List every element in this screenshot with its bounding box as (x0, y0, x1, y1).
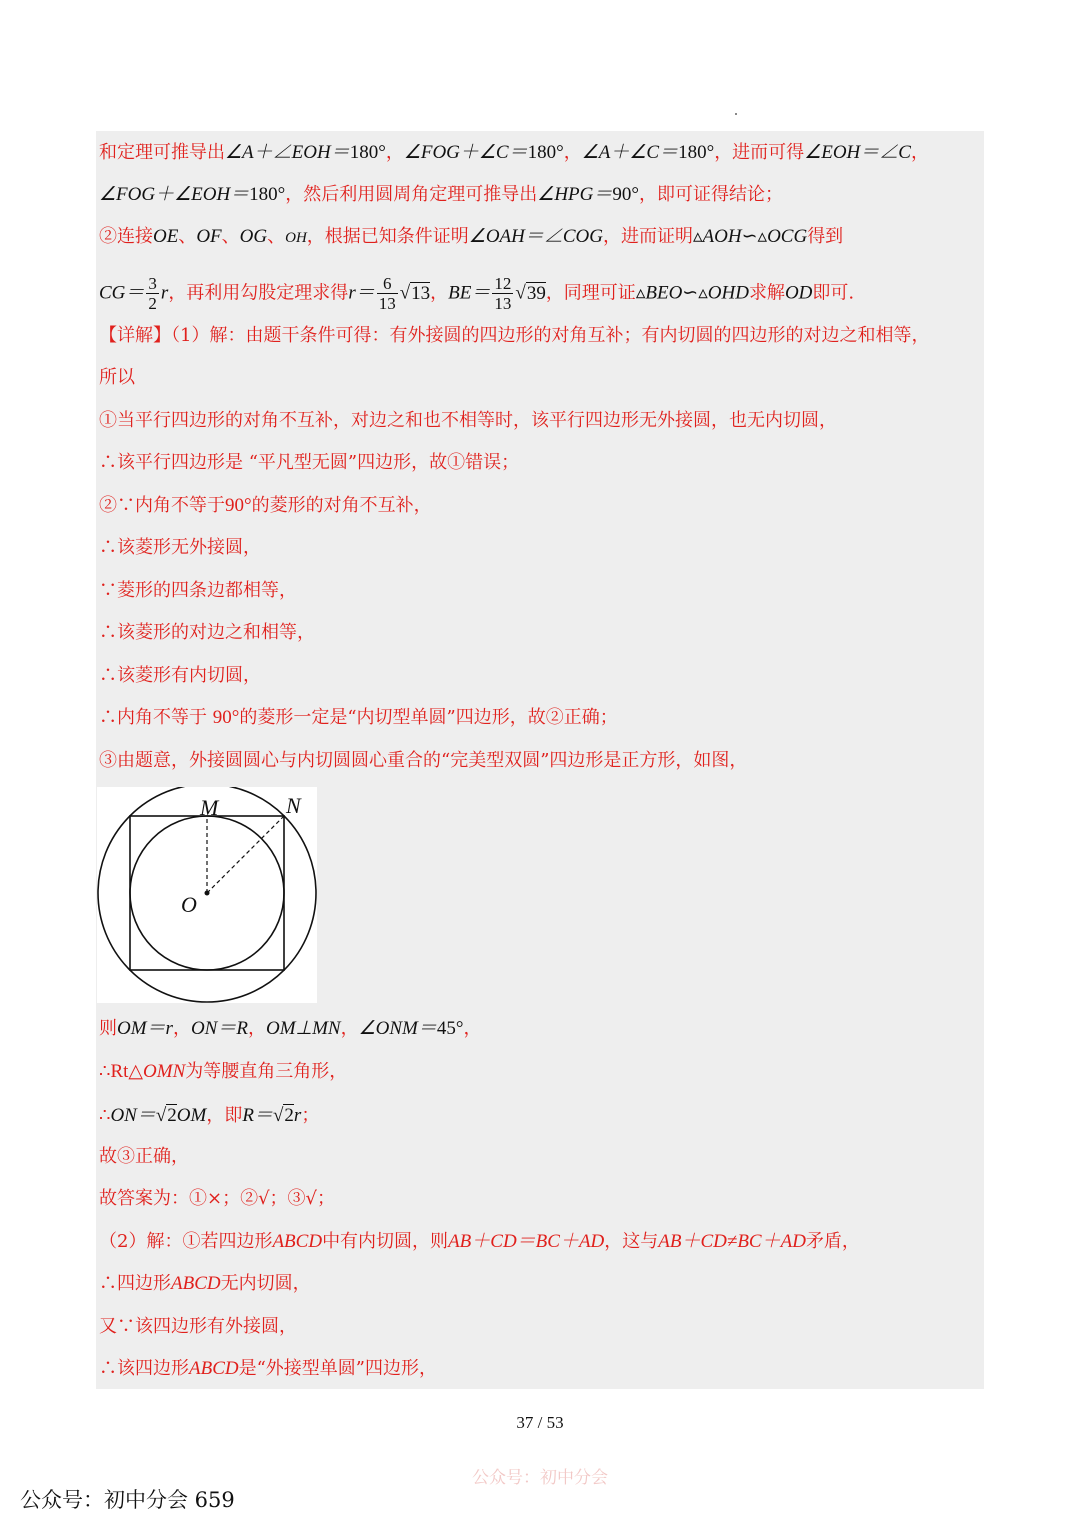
text-line: CG＝ $\frac{3}{2}$ r，再利用勾股定理求得r＝ $\frac{6}{13}$ √13，BE＝ $\frac{12}{13}$ √39，同理可证▵BEO∽▵OHD求解OD即可. (99, 274, 855, 313)
text-line: 则OM＝r，ON＝R，OM⊥MN，∠ONM＝45°， (99, 1018, 482, 1039)
page-dot (735, 113, 737, 115)
text-line: ∴ON＝√2OM，即R＝√2r； (99, 1105, 320, 1126)
text-line: 故答案为：①×；②√；③√； (99, 1188, 336, 1209)
text-line: ②连接OE、OF、OG、OH，根据已知条件证明∠OAH＝∠COG，进而证明▵AOH∽▵OCG得到 (99, 226, 844, 247)
text-line: 故③正确， (99, 1146, 189, 1167)
text-line: ∴该菱形有内切圆， (99, 665, 261, 686)
text-line: ∴该平行四边形是 “平凡型无圆”四边形，故①错误； (99, 452, 520, 473)
text-line: 所以 (99, 367, 135, 388)
text-line: ∠FOG＋∠EOH＝180°，然后利用圆周角定理可推导出∠HPG＝90°，即可证得结论； (99, 184, 783, 205)
text-line: ∴四边形ABCD无内切圆， (99, 1273, 311, 1294)
center-point (205, 891, 210, 896)
text-line: ∴该四边形ABCD是“外接型单圆”四边形， (99, 1358, 438, 1379)
text-line: ③由题意，外接圆圆心与内切圆圆心重合的“完美型双圆”四边形是正方形，如图， (99, 750, 748, 771)
text-line: ①当平行四边形的对角不互补，对边之和也不相等时，该平行四边形无外接圆，也无内切圆， (99, 410, 837, 431)
label-m: M (200, 795, 219, 820)
segment-on (207, 816, 284, 893)
text-line: ∵菱形的四条边都相等， (99, 580, 297, 601)
label-o: O (181, 892, 197, 917)
text-line: （2）解：①若四边形ABCD中有内切圆，则AB＋CD＝BC＋AD，这与AB＋CD≠BC＋AD矛盾， (99, 1231, 860, 1252)
label-n: N (286, 793, 301, 818)
geometry-diagram (97, 787, 317, 1003)
square-circles-figure (97, 787, 317, 1003)
text-line: 和定理可推导出∠A＋∠EOH＝180°，∠FOG＋∠C＝180°，∠A＋∠C＝180°，进而可得∠EOH＝∠C， (99, 142, 929, 163)
text-line: ∴该菱形无外接圆， (99, 537, 261, 558)
text-line: ∴该菱形的对边之和相等， (99, 622, 315, 643)
text-line: ∴Rt△OMN为等腰直角三角形， (99, 1061, 348, 1082)
page-number: 37 / 53 (516, 1413, 564, 1432)
watermark: 公众号：初中分会 (472, 1468, 608, 1488)
text-line: 又∵该四边形有外接圆， (99, 1316, 297, 1337)
text-line: ②∵内角不等于90°的菱形的对角不互补， (99, 495, 432, 516)
text-line: 【详解】（1）解：由题干条件可得：有外接圆的四边形的对角互补；有内切圆的四边形的对边之和相等， (99, 325, 930, 346)
text-line: ∴内角不等于 90°的菱形一定是“内切型单圆”四边形，故②正确； (99, 707, 618, 728)
footer-caption: 公众号：初中分会 659 (20, 1488, 235, 1512)
